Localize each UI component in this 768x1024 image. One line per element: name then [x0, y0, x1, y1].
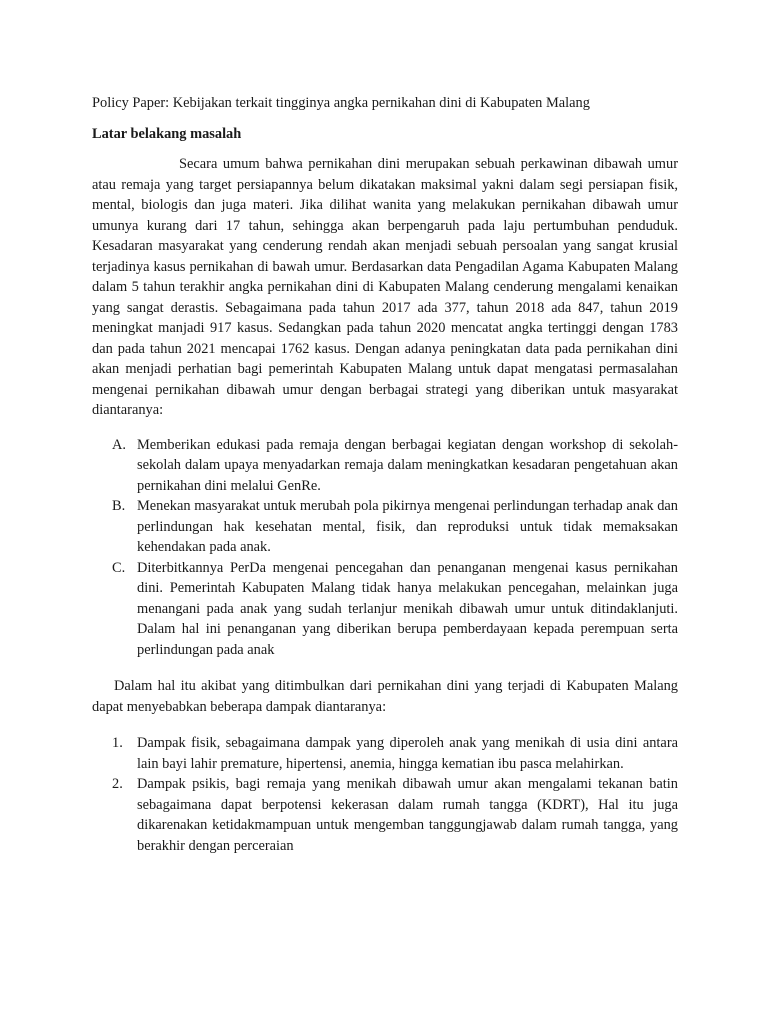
strategy-list [92, 435, 678, 661]
paragraph-background: Secara umum bahwa pernikahan dini merupakan sebuah perkawinan dibawah umur atau remaja yang target persiapannya belum dikatakan maksimal yakni dalam segi persiapan fisik, mental, biologis dan juga materi. Jika dilihat wanita yang melakukan pernikahan dibawah umur umunya kurang dari 17 tahun, sehingga akan berpengaruh pada laju pertumbuhan penduduk. Kesadaran masyarakat yang cenderung rendah akan menjadi sebuah persoalan yang sangat krusial terjadinya kasus pernikahan di bawah umur. Berdasarkan data Pengadilan Agama Kabupaten Malang dalam 5 tahun terakhir angka pernikahan dini di Kabupaten Malang cenderung mengalami kenaikan yang sangat derastis. Sebagaimana pada tahun 2017 ada 377, tahun 2018 ada 847, tahun 2019 meningkat manjadi 917 kasus. Sedangkan pada tahun 2020 mencatat angka tertinggi dengan 1783 dan pada tahun 2021 mencapai 1762 kasus. Dengan adanya peningkatan data pada pernikahan dini akan menjadi perhatian bagi pemerintah Kabupaten Malang untuk dapat mengatasi permasalahan mengenai pernikahan dibawah umur dengan berbagai strategi yang diberikan untuk masyarakat diantaranya: [92, 156, 678, 418]
list-marker: C. [112, 559, 126, 576]
impact-list [92, 733, 678, 856]
list-item-text: Dampak psikis, bagi remaja yang menikah dibawah umur akan mengalami tekanan batin sebagaimana dapat berpotensi kekerasan dalam rumah tangga (KDRT), Hal itu juga dikarenakan ketidakmampuan untuk mengemban tanggungjawab dalam rumah tangga, yang berakhir dengan perceraian [137, 776, 678, 854]
list-marker: 1. [112, 735, 123, 751]
document-title: Policy Paper: Kebijakan terkait tingginya angka pernikahan dini di Kabupaten Malang [92, 95, 590, 111]
list-item-text: Menekan masyarakat untuk merubah pola pikirnya mengenai perlindungan terhadap anak dan perlindungan hak kesehatan mental, fisik, dan reproduksi untuk tidak memaksakan kehendakan pada anak. [137, 498, 678, 555]
list-item [92, 435, 678, 497]
list-item-text: Dampak fisik, sebagaimana dampak yang diperoleh anak yang menikah di usia dini antara lain bayi lahir premature, hipertensi, anemia, hingga kematian ibu pasca melahirkan. [137, 735, 678, 772]
paragraph-impacts: Dalam hal itu akibat yang ditimbulkan dari pernikahan dini yang terjadi di Kabupaten Malang dapat menyebabkan beberapa dampak diantaranya: [92, 678, 678, 715]
list-item [92, 496, 678, 558]
list-marker: B. [112, 498, 126, 514]
section-heading: Latar belakang masalah [92, 125, 242, 142]
list-marker: 2. [112, 776, 123, 792]
list-item [92, 558, 678, 661]
list-item [92, 774, 678, 856]
list-marker: A. [112, 436, 126, 453]
list-item [92, 733, 678, 774]
document-body [92, 93, 678, 856]
list-item-text: Diterbitkannya PerDa mengenai pencegahan dan penanganan mengenai kasus pernikahan dini. Pemerintah Kabupaten Malang tidak hanya melakukan pencegahan, melainkan juga menangani pada anak yang sudah terlanjur menikah dibawah umur untuk ditindaklanjuti. Dalam hal ini penanganan yang diberikan berupa pemberdayaan kepada perempuan serta perlindungan pada anak [137, 559, 678, 658]
list-item-text: Memberikan edukasi pada remaja dengan berbagai kegiatan dengan workshop di sekolah-sekolah dalam upaya menyadarkan remaja dalam meningkatkan kesadaran pengetahuan akan pernikahan dini melalui GenRe. [137, 436, 678, 494]
